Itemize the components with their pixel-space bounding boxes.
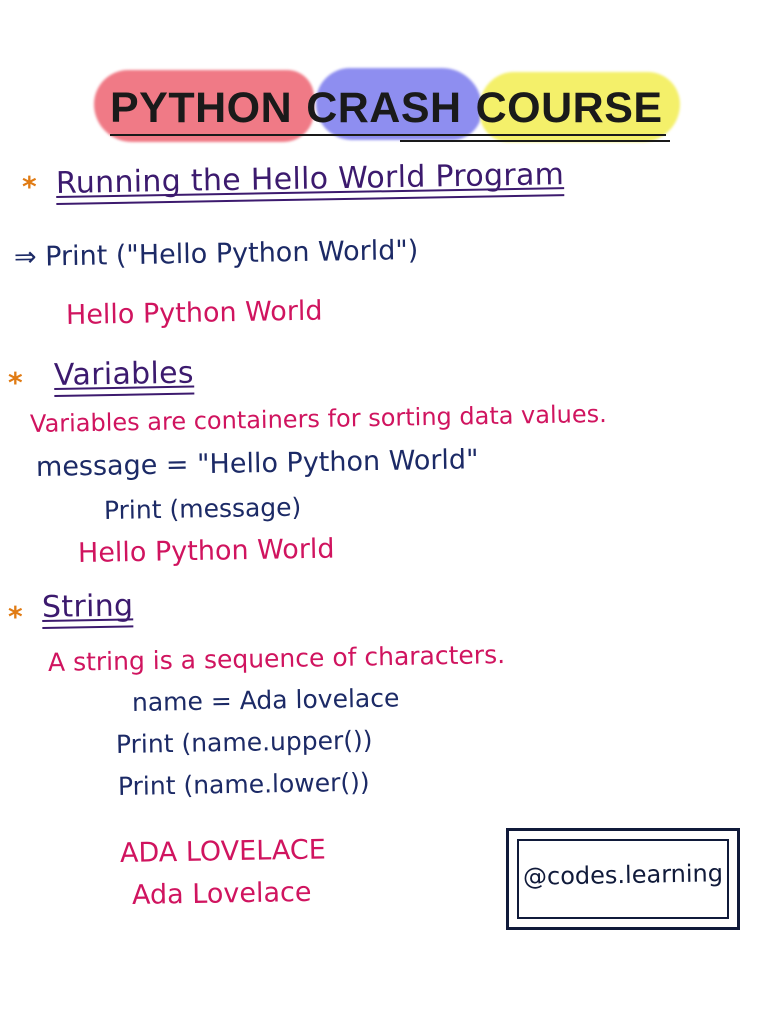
page-title (110, 84, 690, 133)
string-definition: A string is a sequence of characters. (47, 640, 506, 677)
bullet-star-icon: * (8, 366, 23, 399)
output-lower: Ada Lovelace (131, 876, 312, 911)
title-word-course: COURSE (475, 84, 663, 132)
code-print-upper: Print (name.upper()) (115, 725, 373, 759)
title-banner (88, 62, 688, 152)
title-word-python: PYTHON (110, 84, 293, 132)
code-print-message: Print (message) (103, 492, 302, 525)
section-heading-hello (56, 157, 565, 201)
code-print-lower: Print (name.lower()) (117, 767, 370, 801)
section-heading-variables (54, 356, 194, 393)
signature-frame (506, 828, 740, 930)
code-print-hello: ⇒ Print ("Hello Python World") (13, 234, 419, 273)
section-heading-hello-text: Running the Hello World Program (55, 157, 565, 201)
title-underline (110, 134, 666, 136)
output-message: Hello Python World (77, 533, 335, 569)
output-upper: ADA LOVELACE (119, 834, 327, 869)
code-name-assign: name = Ada lovelace (131, 683, 400, 717)
signature-handle: @codes.learning (522, 859, 724, 891)
title-word-crash: CRASH (306, 84, 462, 132)
bullet-star-icon: * (22, 170, 37, 203)
section-heading-string-text: String (41, 588, 134, 625)
variables-definition: Variables are containers for sorting data values. (29, 399, 607, 438)
code-message-assign: message = "Hello Python World" (35, 444, 479, 483)
output-hello: Hello Python World (65, 295, 323, 331)
title-underline-second (400, 140, 670, 142)
section-heading-string (42, 588, 134, 625)
bullet-star-icon: * (8, 600, 23, 633)
section-heading-variables-text: Variables (53, 355, 195, 393)
